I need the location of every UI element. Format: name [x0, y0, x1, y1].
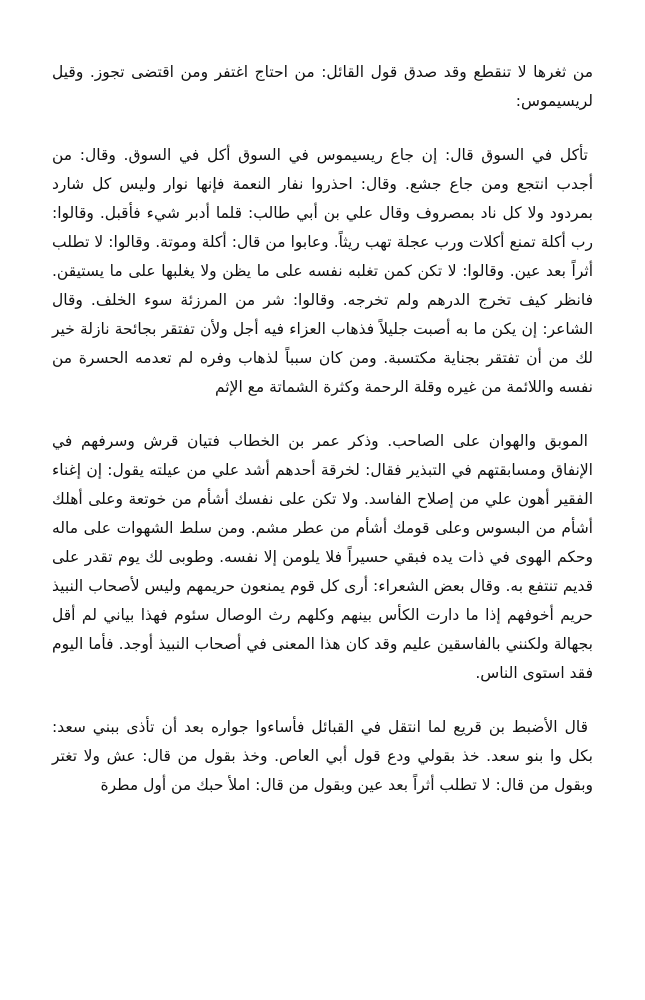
paragraph-2: تأكل في السوق قال: إن جاع ريسيموس في السوق أكل في السوق. وقال: من أجدب انتجع ومن جاع جشع. وقال: احذروا نفار النعمة فإنها نوار وليس كل شارد بمردود ولا كل ناد بمصروف وقال علي بن أبي طالب: قلما أدبر شيء فأقبل. وقالوا: رب أكلة تمنع أكلات ورب عجلة تهب ريثاً. وعابوا من قال: أكلة وموتة. وقالوا: لا تطلب أثراً بعد عين. وقالوا: لا تكن كمن تغلبه نفسه على ما يظن ولا يغلبها على ما يستيقن. فانظر كيف تخرج الدرهم ولم تخرجه. وقالوا: شر من المرزئة سوء الخلف. وقال الشاعر: إن يكن ما به أصبت جليلاً فذهاب العزاء فيه أجل ولأن تفتقر بجائحة نازلة خير لك من أن تفتقر بجناية مكتسبة. ومن كان سبباً لذهاب وفره لم تعدمه الحسرة من نفسه واللائمة من غيره وقلة الرحمة وكثرة الشماتة مع الإثم: [52, 146, 593, 396]
paragraph-3: الموبق والهوان على الصاحب. وذكر عمر بن الخطاب فتيان قرش وسرفهم في الإنفاق ومسابقتهم في التبذير فقال: لخرقة أحدهم أشد علي من عيلته يقول: إن إغناء الفقير أهون علي من إصلاح الفاسد. ولا تكن على نفسك أشأم من خوتعة وعلى أهلك أشأم من البسوس وعلى قومك أشأم من عطر مشم. ومن سلط الشهوات على ماله وحكم الهوى في ذات يده فبقي حسيراً فلا يلومن إلا نفسه. وطوبى لك يوم تقدر على قديم تنتفع به. وقال بعض الشعراء: أرى كل قوم يمنعون حريمهم وليس لأصحاب النبيذ حريم أخوفهم إذا ما دارت الكأس بينهم وكلهم رث الوصال سئوم فهذا بياني لم أقل بجهالة ولكنني بالفاسقين عليم وقد كان هذا المعنى في أصحاب النبيذ أوجد. فأما اليوم فقد استوى الناس.: [52, 432, 593, 682]
paragraph-4: قال الأضبط بن قريع لما انتقل في القبائل فأساءوا جواره بعد أن تأذى ببني سعد: بكل وا بنو سعد. خذ بقولي ودع قول أبي العاص. وخذ بقول من قال: عش ولا تغتر وبقول من قال: لا تطلب أثراً بعد عين وبقول من قال: املأ حبك من أول مطرة: [52, 718, 593, 794]
document-page: [52, 58, 593, 800]
paragraph-1: من ثغرها لا تنقطع وقد صدق قول القائل: من احتاج اغتفر ومن اقتضى تجوز. وقيل لريسيموس:: [52, 63, 593, 110]
